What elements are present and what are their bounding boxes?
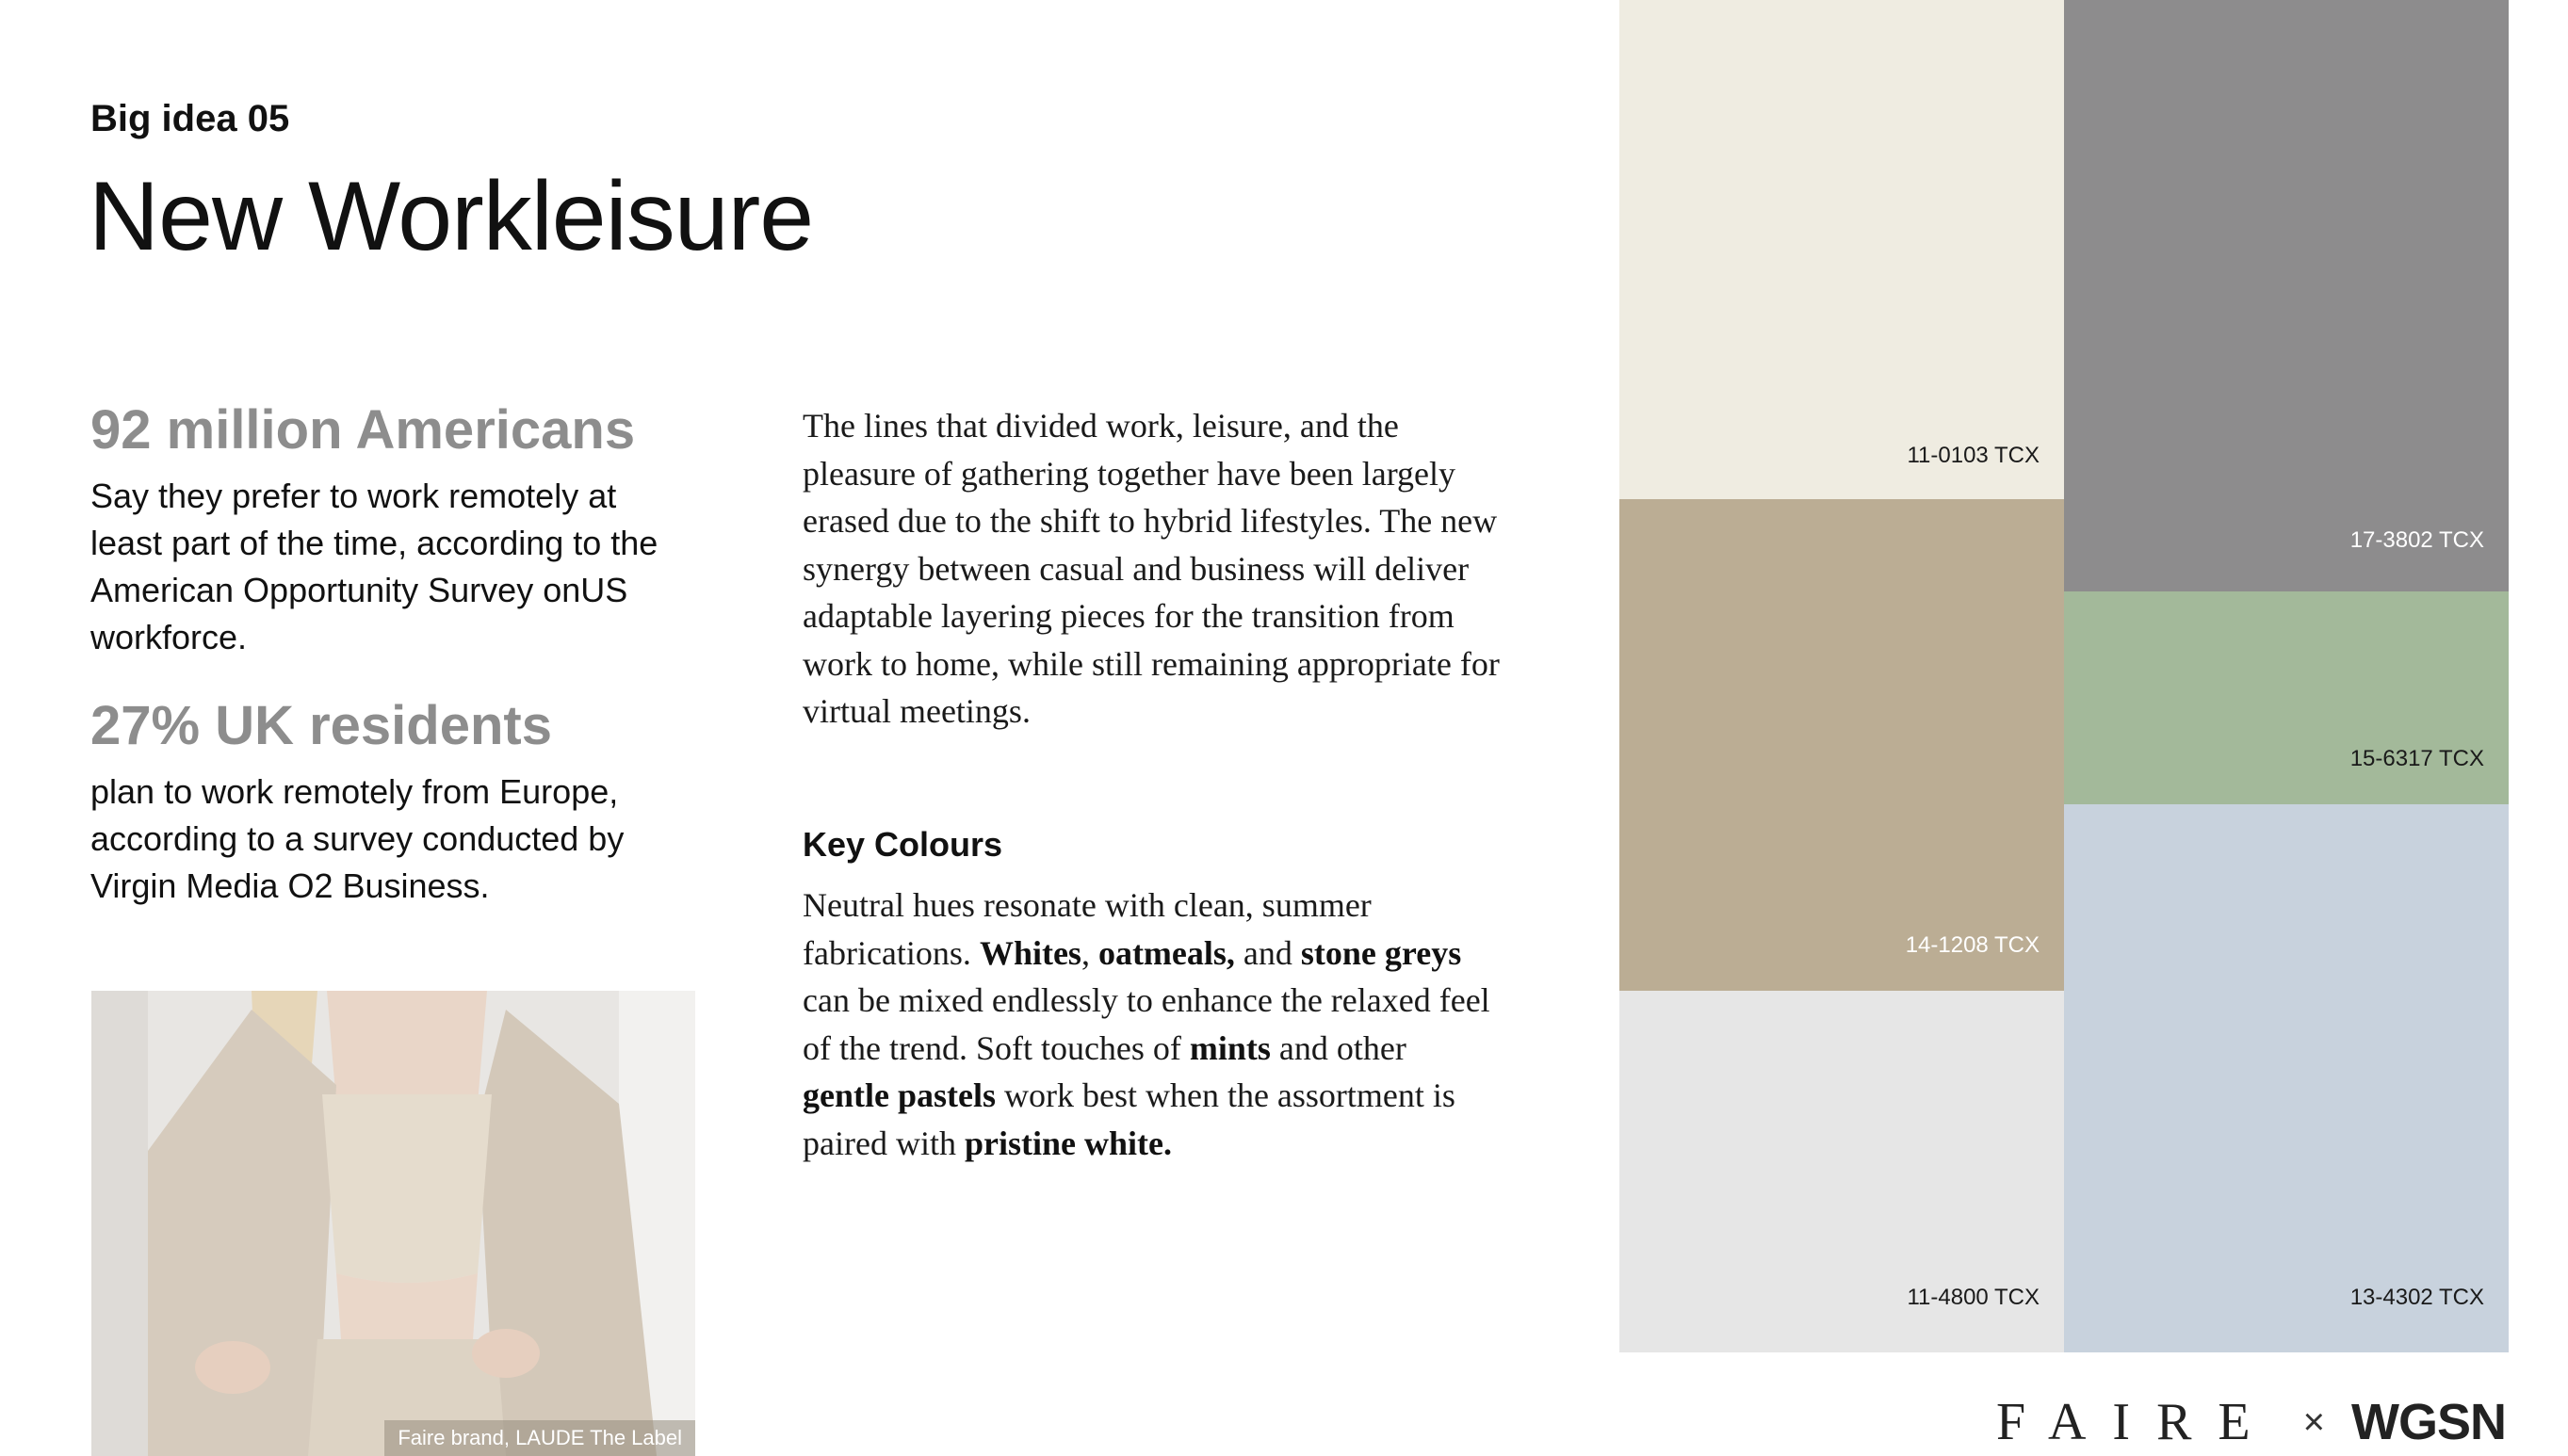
stat-headline-uk: 27% UK residents [90,695,552,756]
swatch-code: 11-4800 TCX [1907,1285,2040,1310]
photo-caption: Faire brand, LAUDE The Label [384,1420,695,1456]
swatch-code: 13-4302 TCX [2349,1285,2484,1310]
swatch-light-grey [1619,991,2064,1352]
stat-body-uk: plan to work remotely from Europe, according to a survey conducted by Virgin Media O2 Business. [90,772,625,905]
stat-body-americans: Say they prefer to work remotely at least part of the time, according to the American Opportunity Survey onUS workforce. [90,477,658,656]
text-run: and [1234,933,1301,972]
swatch-code: 17-3802 TCX [2349,527,2484,553]
bold-run: pristine white. [964,1124,1172,1162]
swatch-pastel-blue [2064,804,2509,1352]
swatch-stone-grey [2064,0,2509,591]
text-run: work best when the assortment is paired with [803,1076,1455,1162]
text-run: , [1081,933,1098,972]
bold-run: stone greys [1300,933,1462,972]
text-run: can be mixed endlessly to enhance the relaxed feel of the trend. Soft touches of [803,981,1490,1067]
text-run: Neutral hues resonate with clean, summer fabrications. [803,886,1372,972]
intro-paragraph: The lines that divided work, leisure, and the pleasure of gathering together have been largely erased due to the shift to hybrid lifestyles. The new synergy between casual and business will deliver adaptable layering pieces for the transition from work to home, while still remaining appropriate for virtual meetings. [803,407,1500,730]
swatch-mint [2064,591,2509,804]
fashion-photo [91,991,695,1456]
faire-wgsn-logo [1996,1392,2506,1452]
faire-wordmark: FAIRE [1996,1393,2277,1451]
swatch-oatmeal [1619,499,2064,991]
key-colours-heading: Key Colours [803,825,1003,864]
logo-separator: × [2302,1400,2325,1443]
swatch-code: 11-0103 TCX [1907,443,2040,468]
swatch-code: 14-1208 TCX [1905,932,2040,958]
key-colours-paragraph [803,882,1500,1167]
page-title: New Workleisure [89,162,814,271]
stat-headline-americans: 92 million Americans [90,399,636,461]
wgsn-wordmark: WGSN [2351,1394,2506,1450]
bold-run: gentle pastels [803,1076,996,1114]
bold-run: mints [1189,1028,1271,1067]
swatch-white [1619,0,2064,499]
bold-run: Whites [979,933,1081,972]
text-run: and other [1270,1028,1406,1067]
eyebrow-label: Big idea 05 [90,98,290,139]
fashion-photo-illustration [91,991,695,1456]
swatch-code: 15-6317 TCX [2349,746,2484,771]
bold-run: oatmeals, [1097,933,1235,972]
